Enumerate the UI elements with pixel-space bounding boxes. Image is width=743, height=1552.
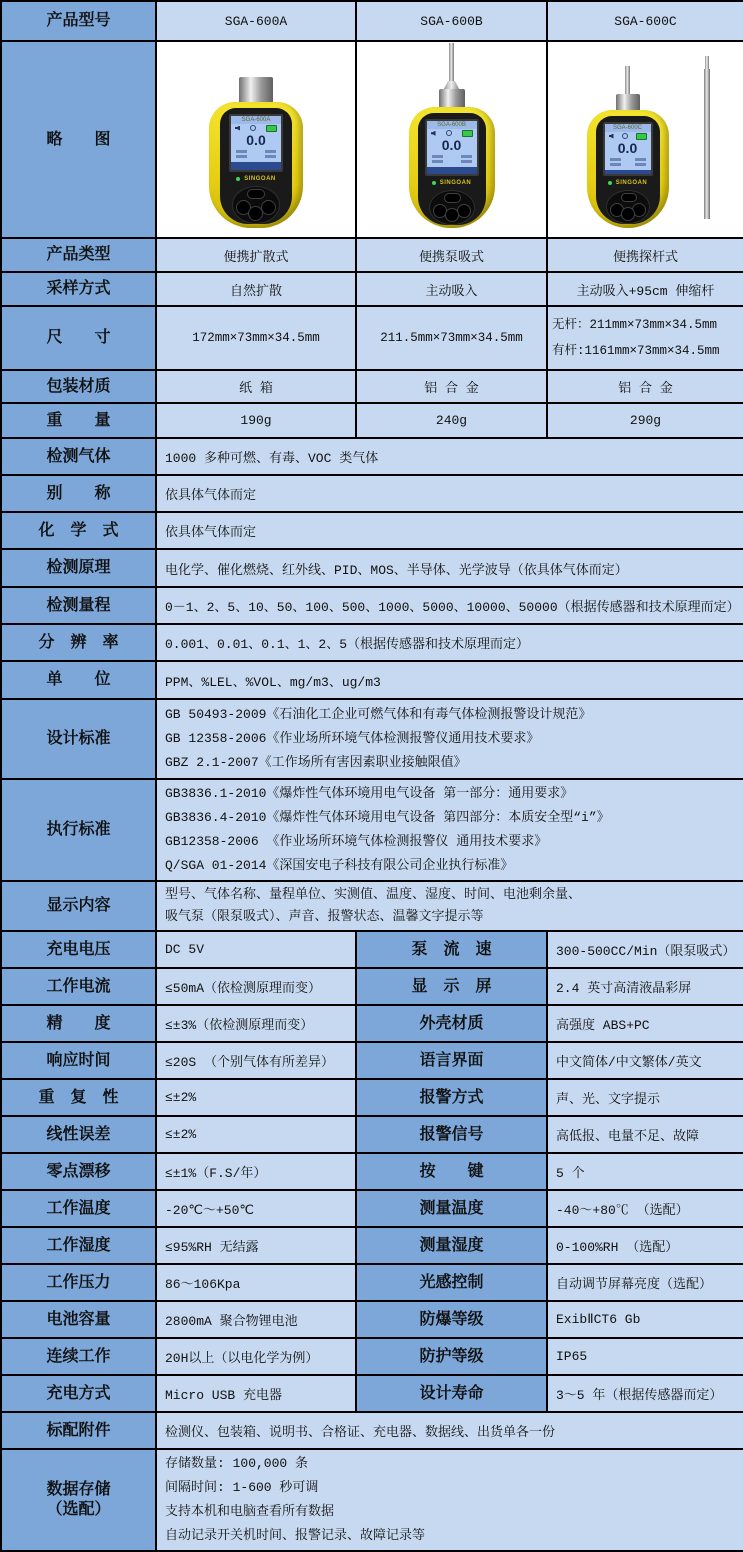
row-label: 显示内容: [1, 881, 156, 931]
table-row: [1, 370, 743, 403]
brand-label: SINGOAN: [615, 179, 648, 186]
device-sga-600a: [157, 43, 355, 236]
cell-value: 300-500CC/Min（限泵吸式）: [547, 931, 743, 968]
table-row: [1, 1190, 743, 1227]
reading-value: 0.0: [246, 132, 266, 148]
model-name-b: SGA-600B: [356, 1, 547, 41]
cell-value: 290g: [547, 403, 743, 438]
cell-value: ≤±3%（依检测原理而变）: [156, 1005, 356, 1042]
row-label: [1, 1449, 156, 1551]
row-label: 采样方式: [1, 272, 156, 306]
lcd-screen: [425, 119, 479, 176]
lcd-screen: [229, 114, 283, 172]
cell-value: 172mm×73mm×34.5mm: [156, 306, 356, 370]
table-row: [1, 306, 743, 370]
row-label: 执行标准: [1, 779, 156, 881]
cell-value: 检测仪、包装箱、说明书、合格证、充电器、数据线、出货单各一份: [156, 1412, 743, 1449]
menu-button: [247, 189, 265, 199]
dimension-line: 无杆：211mm×73mm×34.5mm: [552, 318, 718, 332]
device-sga-600c: [547, 43, 725, 236]
screen-status-bar: [605, 170, 651, 176]
cell-value: Micro USB 充电器: [156, 1375, 356, 1412]
display-content-row: [1, 881, 743, 931]
row-label: 光感控制: [356, 1264, 547, 1301]
cell-value: 主动吸入: [356, 272, 547, 306]
row-label: 连续工作: [1, 1338, 156, 1375]
table-row: [1, 1264, 743, 1301]
speaker-icon: [431, 131, 436, 136]
storage-line: 自动记录开关机时间、报警记录、故障记录等: [165, 1528, 426, 1543]
cell-value: 声、光、文字提示: [547, 1079, 743, 1116]
cell-value: ≤±2%: [156, 1116, 356, 1153]
device-face: [596, 116, 660, 224]
row-label: 防爆等级: [356, 1301, 547, 1338]
table-row: [1, 1301, 743, 1338]
row-label: 测量湿度: [356, 1227, 547, 1264]
device-body: [587, 110, 669, 228]
cell-value: PPM、%LEL、%VOL、mg/m3、ug/m3: [156, 661, 743, 699]
cell-value: ≤20S （个别气体有所差异）: [156, 1042, 356, 1079]
cell-value: 240g: [356, 403, 547, 438]
table-row: [1, 238, 743, 272]
storage-line: 支持本机和电脑查看所有数据: [165, 1504, 335, 1519]
screen-status-bar: [231, 162, 281, 170]
standard-line: GB3836.4-2010《爆炸性气体环境用电气设备 第四部分：本质安全型“i”》: [165, 810, 610, 825]
row-label: 设计标准: [1, 699, 156, 779]
product-image-sga-600c: [547, 41, 743, 238]
cell-value: 20H以上（以电化学为例）: [156, 1338, 356, 1375]
row-label: 语言界面: [356, 1042, 547, 1079]
cell-value: 3～5 年（根据传感器而定）: [547, 1375, 743, 1412]
cell-value: ≤±1%（F.S/年）: [156, 1153, 356, 1190]
row-label: 尺 寸: [1, 306, 156, 370]
battery-icon: [462, 130, 473, 137]
row-label: 精 度: [1, 1005, 156, 1042]
cell-value: 211.5mm×73mm×34.5mm: [356, 306, 547, 370]
row-label: 工作湿度: [1, 1227, 156, 1264]
row-label: 化 学 式: [1, 512, 156, 549]
cell-value: [156, 779, 743, 881]
table-row: [1, 512, 743, 549]
standard-line: GB12358-2006 《作业场所环境气体检测报警仪 通用技术要求》: [165, 834, 548, 849]
table-row: [1, 1116, 743, 1153]
right-button: [457, 204, 471, 218]
row-label: 外壳材质: [356, 1005, 547, 1042]
table-row: [1, 624, 743, 661]
table-row: [1, 968, 743, 1005]
enter-button: [621, 207, 635, 221]
table-row: [1, 1338, 743, 1375]
cell-value: DC 5V: [156, 931, 356, 968]
lcd-screen: [603, 122, 653, 176]
row-label: 单 位: [1, 661, 156, 699]
cell-value: ≤±2%: [156, 1079, 356, 1116]
keypad: [606, 190, 650, 224]
cell-value: 1000 多种可燃、有毒、VOC 类气体: [156, 438, 743, 475]
row-label: 泵 流 速: [356, 931, 547, 968]
enter-button: [248, 206, 263, 221]
cell-value: 依具体气体而定: [156, 512, 743, 549]
row-label: 测量温度: [356, 1190, 547, 1227]
battery-icon: [266, 125, 277, 132]
cell-value: 便携扩散式: [156, 238, 356, 272]
row-label: 重 量: [1, 403, 156, 438]
cell-value: 5 个: [547, 1153, 743, 1190]
right-button: [261, 200, 276, 215]
row-label: 检测量程: [1, 587, 156, 624]
accessories-row: [1, 1412, 743, 1449]
data-storage-row: [1, 1449, 743, 1551]
sketch-label: 略 图: [1, 41, 156, 238]
keypad: [429, 190, 475, 225]
screen-model-label: SGA-600B: [427, 121, 477, 129]
cell-value: -20℃～+50℃: [156, 1190, 356, 1227]
row-label: 工作温度: [1, 1190, 156, 1227]
led-indicator: [608, 181, 612, 185]
row-label: 充电方式: [1, 1375, 156, 1412]
row-label: 检测气体: [1, 438, 156, 475]
speaker-icon: [609, 134, 614, 139]
cell-value: [547, 306, 743, 370]
cell-value: 便携探杆式: [547, 238, 743, 272]
storage-line: 间隔时间: 1-600 秒可调: [165, 1480, 319, 1495]
enter-button: [445, 208, 459, 222]
device-cap: [239, 77, 273, 104]
table-row: [1, 1153, 743, 1190]
model-name-c: SGA-600C: [547, 1, 743, 41]
table-row: [1, 403, 743, 438]
cell-value: 高低报、电量不足、故障: [547, 1116, 743, 1153]
row-label: 报警信号: [356, 1116, 547, 1153]
row-label: 标配附件: [1, 1412, 156, 1449]
row-label: 充电电压: [1, 931, 156, 968]
table-row: [1, 587, 743, 624]
standard-line: Q/SGA 01-2014《深国安电子科技有限公司企业执行标准》: [165, 858, 514, 873]
cell-value: 自动调节屏幕亮度（选配）: [547, 1264, 743, 1301]
led-indicator: [236, 177, 240, 181]
header-label: 产品型号: [1, 1, 156, 41]
cell-value: 190g: [156, 403, 356, 438]
row-label: 产品类型: [1, 238, 156, 272]
device-body: [409, 107, 495, 228]
cell-value: 铝 合 金: [547, 370, 743, 403]
row-label: 工作压力: [1, 1264, 156, 1301]
cell-value: 中文简体/中文繁体/英文: [547, 1042, 743, 1079]
menu-button: [444, 193, 461, 203]
product-image-sga-600a: [156, 41, 356, 238]
telescopic-rod: [704, 69, 710, 219]
cell-value: 便携泵吸式: [356, 238, 547, 272]
content-line: 型号、气体名称、量程单位、实测值、温度、湿度、时间、电池剩余量、: [165, 887, 582, 902]
sketch-row: [1, 41, 743, 238]
cell-value: 纸 箱: [156, 370, 356, 403]
cell-value: 主动吸入+95cm 伸缩杆: [547, 272, 743, 306]
table-row: [1, 438, 743, 475]
header-row: [1, 1, 743, 41]
table-row: [1, 1079, 743, 1116]
row-label: 包装材质: [1, 370, 156, 403]
probe-tube: [625, 66, 630, 94]
cell-value: ≤95%RH 无结露: [156, 1227, 356, 1264]
keypad: [232, 186, 280, 224]
telescopic-rod-tip: [705, 56, 709, 70]
brand-label: SINGOAN: [439, 179, 472, 186]
table-row: [1, 1005, 743, 1042]
cell-value: 2800mA 聚合物锂电池: [156, 1301, 356, 1338]
probe-cone: [444, 81, 460, 90]
table-row: [1, 931, 743, 968]
content-line: 吸气泵（限泵吸式）、声音、报警状态、温馨文字提示等: [165, 909, 484, 924]
cell-value: ≤50mA（依检测原理而变）: [156, 968, 356, 1005]
brand-label: SINGOAN: [244, 175, 276, 182]
cell-value: 86～106Kpa: [156, 1264, 356, 1301]
cell-value: -40～+80℃ （选配）: [547, 1190, 743, 1227]
cell-value: IP65: [547, 1338, 743, 1375]
cell-value: ExibⅡCT6 Gb: [547, 1301, 743, 1338]
table-row: [1, 1227, 743, 1264]
row-label: 设计寿命: [356, 1375, 547, 1412]
exec-standard-row: [1, 779, 743, 881]
row-label: 别 称: [1, 475, 156, 512]
table-row: [1, 661, 743, 699]
model-name-a: SGA-600A: [156, 1, 356, 41]
cell-value: 0－1、2、5、10、50、100、500、1000、5000、10000、50000（根据传感器和技术原理而定）: [156, 587, 743, 624]
table-row: [1, 1042, 743, 1079]
probe-tube: [449, 43, 454, 81]
device-body: [209, 102, 303, 228]
screen-model-label: SGA-600A: [231, 116, 281, 124]
standard-line: GB3836.1-2010《爆炸性气体环境用电气设备 第一部分：通用要求》: [165, 786, 574, 801]
row-label: 显 示 屏: [356, 968, 547, 1005]
row-label: 电池容量: [1, 1301, 156, 1338]
table-row: [1, 549, 743, 587]
cell-value: 高强度 ABS+PC: [547, 1005, 743, 1042]
device-sga-600b: [357, 43, 546, 236]
cell-value: [156, 881, 743, 931]
row-label: 分 辨 率: [1, 624, 156, 661]
product-image-sga-600b: [356, 41, 547, 238]
row-label: 重 复 性: [1, 1079, 156, 1116]
cell-value: 0.001、0.01、0.1、1、2、5（根据传感器和技术原理而定）: [156, 624, 743, 661]
row-label: 检测原理: [1, 549, 156, 587]
label-line: （选配）: [46, 1501, 111, 1518]
row-label: 报警方式: [356, 1079, 547, 1116]
standard-line: GB 12358-2006《作业场所环境气体检测报警仪通用技术要求》: [165, 731, 540, 746]
fan-icon: [622, 133, 628, 139]
row-label: 零点漂移: [1, 1153, 156, 1190]
table-row: [1, 1375, 743, 1412]
design-standard-row: [1, 699, 743, 779]
reading-value: 0.0: [441, 137, 462, 154]
device-face: [220, 108, 292, 224]
cell-value: 依具体气体而定: [156, 475, 743, 512]
row-label: 线性误差: [1, 1116, 156, 1153]
table-row: [1, 272, 743, 306]
standard-line: GB 50493-2009《石油化工企业可燃气体和有毒气体检测报警设计规范》: [165, 707, 592, 722]
cell-value: [156, 699, 743, 779]
row-label: 防护等级: [356, 1338, 547, 1375]
cell-value: [156, 1449, 743, 1551]
storage-line: 存储数量: 100,000 条: [165, 1456, 309, 1471]
reading-value: 0.0: [617, 140, 638, 156]
device-face: [418, 113, 486, 225]
led-indicator: [432, 181, 436, 185]
screen-model-label: SGA-600C: [605, 124, 651, 132]
fan-icon: [446, 130, 452, 136]
cell-value: 自然扩散: [156, 272, 356, 306]
row-label: 按 键: [356, 1153, 547, 1190]
cell-value: 铝 合 金: [356, 370, 547, 403]
standard-line: GBZ 2.1-2007《工作场所有害因素职业接触限值》: [165, 755, 467, 770]
row-label: 工作电流: [1, 968, 156, 1005]
label-line: 数据存储: [46, 1481, 111, 1498]
cell-value: 电化学、催化燃烧、红外线、PID、MOS、半导体、光学波导（依具体气体而定）: [156, 549, 743, 587]
fan-icon: [250, 125, 256, 131]
cell-value: 0-100%RH （选配）: [547, 1227, 743, 1264]
dimension-line: 有杆:1161mm×73mm×34.5mm: [552, 344, 720, 358]
row-label: 响应时间: [1, 1042, 156, 1079]
battery-icon: [636, 133, 647, 140]
screen-status-bar: [427, 167, 477, 175]
cell-value: 2.4 英寸高清液晶彩屏: [547, 968, 743, 1005]
speaker-icon: [235, 126, 240, 131]
menu-button: [621, 193, 637, 202]
table-row: [1, 475, 743, 512]
